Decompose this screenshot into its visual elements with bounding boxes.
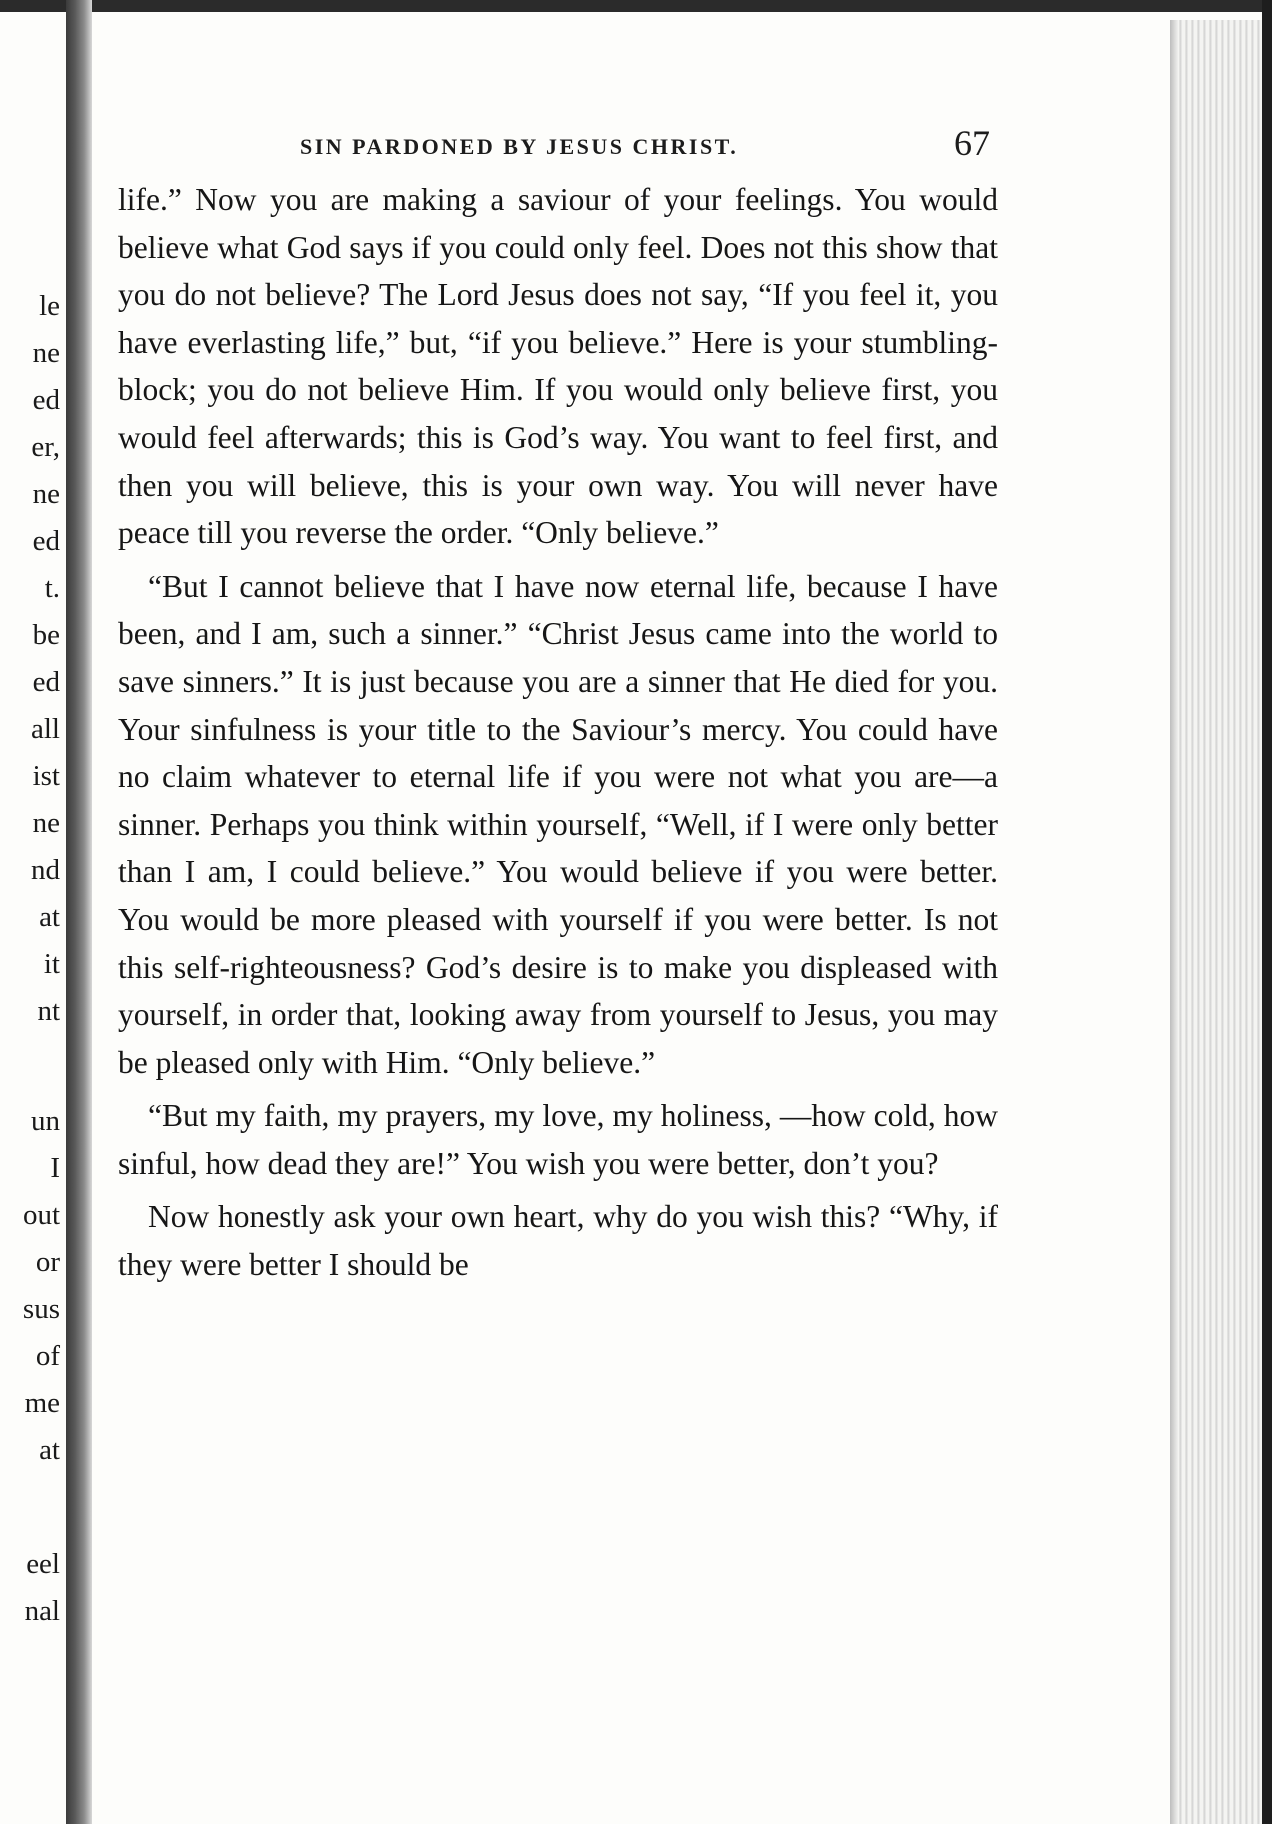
- left-fragment: out: [22, 1199, 60, 1231]
- running-head: [118, 120, 998, 176]
- body-text: [118, 176, 998, 1289]
- left-fragment: ed: [32, 666, 60, 698]
- left-fragment: nt: [37, 995, 60, 1027]
- left-fragment: ed: [32, 525, 60, 557]
- left-fragment: I: [50, 1152, 60, 1184]
- left-fragment: at: [39, 901, 60, 933]
- left-fragment: sus: [22, 1293, 60, 1325]
- left-fragment: ne: [32, 337, 60, 369]
- left-fragment: le: [39, 290, 60, 322]
- left-fragment: ne: [32, 807, 60, 839]
- paragraph: “But my faith, my prayers, my love, my holiness, —how cold, how sinful, how dead they are!” You wish you were better, don’t you?: [118, 1098, 998, 1181]
- running-title: SIN PARDONED BY JESUS CHRIST.: [300, 134, 739, 159]
- left-fragment: er,: [31, 431, 60, 463]
- left-fragment: or: [35, 1246, 60, 1278]
- left-fragment: ist: [32, 760, 60, 792]
- book-page-edges: [1170, 20, 1272, 1824]
- left-fragment: me: [24, 1387, 60, 1419]
- left-fragment: un: [31, 1105, 60, 1137]
- paragraph: Now honestly ask your own heart, why do you wish this? “Why, if they were better I should be: [118, 1199, 998, 1283]
- left-fragment: all: [31, 713, 60, 745]
- left-fragment: t.: [44, 572, 60, 604]
- page-number: 67: [954, 123, 990, 163]
- paragraph: “But I cannot believe that I have now eternal life, because I have been, and I am, such a sinner.” “Christ Jesus came into the world to save sinners.” It is just because you are a sinner that He died for you. Your sinfulness is your title to the Saviour’s mercy. You could have no claim whatever to eternal life if you were not what you are—a sinner. Perhaps you think within yourself, “Well, if I were only better than I am, I could believe.” You would believe if you were better. You would be more pleased with yourself if you were better. Is not this self-righteousness? God’s desire is to make you displeased with yourself, in order that, looking away from yourself to Jesus, you may be pleased only with Him. “Only believe.”: [118, 568, 998, 1080]
- scan-top-edge: [0, 0, 1272, 12]
- left-fragment: eel: [26, 1548, 60, 1580]
- left-fragment: ne: [32, 478, 60, 510]
- left-fragment: nd: [31, 854, 60, 886]
- left-page-fragment: [0, 0, 66, 1824]
- left-fragment: be: [32, 619, 60, 651]
- book-page: [118, 120, 998, 1295]
- paragraph: life.” Now you are making a saviour of your feelings. You would believe what God says if you could only feel. Does not this show that you do not believe? The Lord Jesus does not say, “If you feel it, you have everlasting life,” but, “if you believe.” Here is your stumbling-block; you do not believe Him. If you would only believe first, you would feel afterwards; this is God’s way. You want to feel first, and then you will believe, this is your own way. You will never have peace till you reverse the order. “Only believe.”: [118, 182, 998, 551]
- scan-right-edge: [1262, 0, 1272, 1824]
- book-gutter: [66, 0, 92, 1824]
- left-fragment: of: [35, 1340, 60, 1372]
- left-fragment: it: [43, 948, 60, 980]
- left-fragment: at: [39, 1434, 60, 1466]
- left-fragment: nal: [24, 1595, 60, 1627]
- left-fragment: ed: [32, 384, 60, 416]
